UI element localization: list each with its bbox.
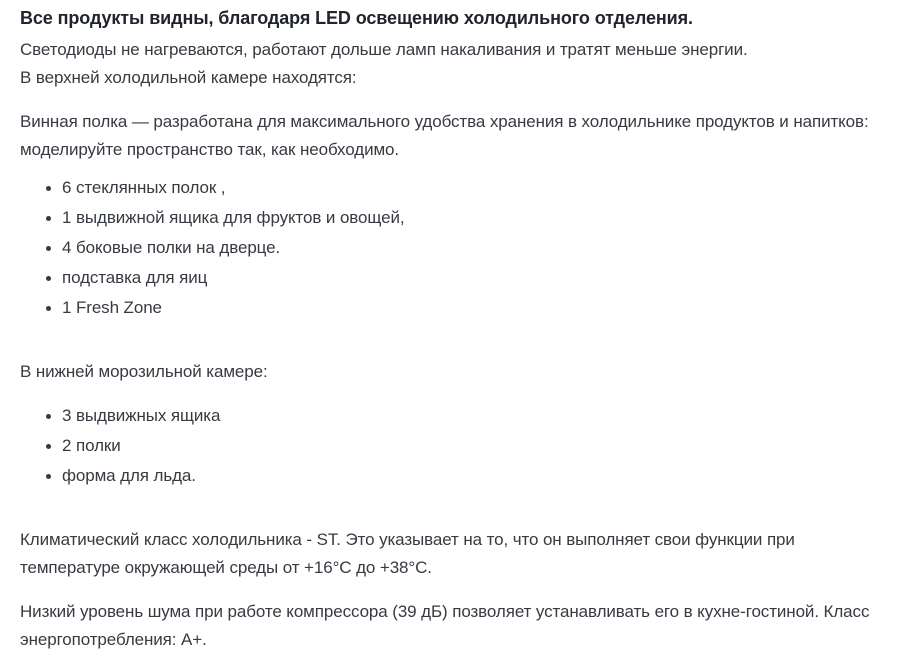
list-item: подставка для яиц: [20, 264, 885, 292]
freezer-heading: В нижней морозильной камере:: [20, 362, 268, 381]
fridge-features-list: [20, 174, 885, 322]
list-item: 1 выдвижной ящика для фруктов и овощей,: [20, 204, 885, 232]
led-lighting-heading: Все продукты видны, благодаря LED освещению холодильного отделения.: [20, 8, 693, 28]
list-item: 6 стеклянных полок ,: [20, 174, 885, 202]
list-item: 4 боковые полки на дверце.: [20, 234, 885, 262]
list-item: 1 Fresh Zone: [20, 294, 885, 322]
led-intro-text: Светодиоды не нагреваются, работают дольше ламп накаливания и тратят меньше энергии.: [20, 40, 748, 59]
list-item: форма для льда.: [20, 462, 885, 490]
climate-class-paragraph: Климатический класс холодильника - ST. Это указывает на то, что он выполняет свои функции при температуре окружающей среды от +16°С до +38°С.: [20, 530, 795, 577]
list-item: 3 выдвижных ящика: [20, 402, 885, 430]
wine-shelf-paragraph: Винная полка — разработана для максимального удобства хранения в холодильнике продуктов и напитков: моделируйте пространство так, как необходимо.: [20, 112, 869, 159]
noise-level-paragraph: Низкий уровень шума при работе компрессора (39 дБ) позволяет устанавливать его в кухне-гостиной. Класс энергопотребления: А+.: [20, 602, 870, 649]
list-item: 2 полки: [20, 432, 885, 460]
freezer-features-list: [20, 402, 885, 490]
upper-chamber-intro: В верхней холодильной камере находятся:: [20, 68, 357, 87]
